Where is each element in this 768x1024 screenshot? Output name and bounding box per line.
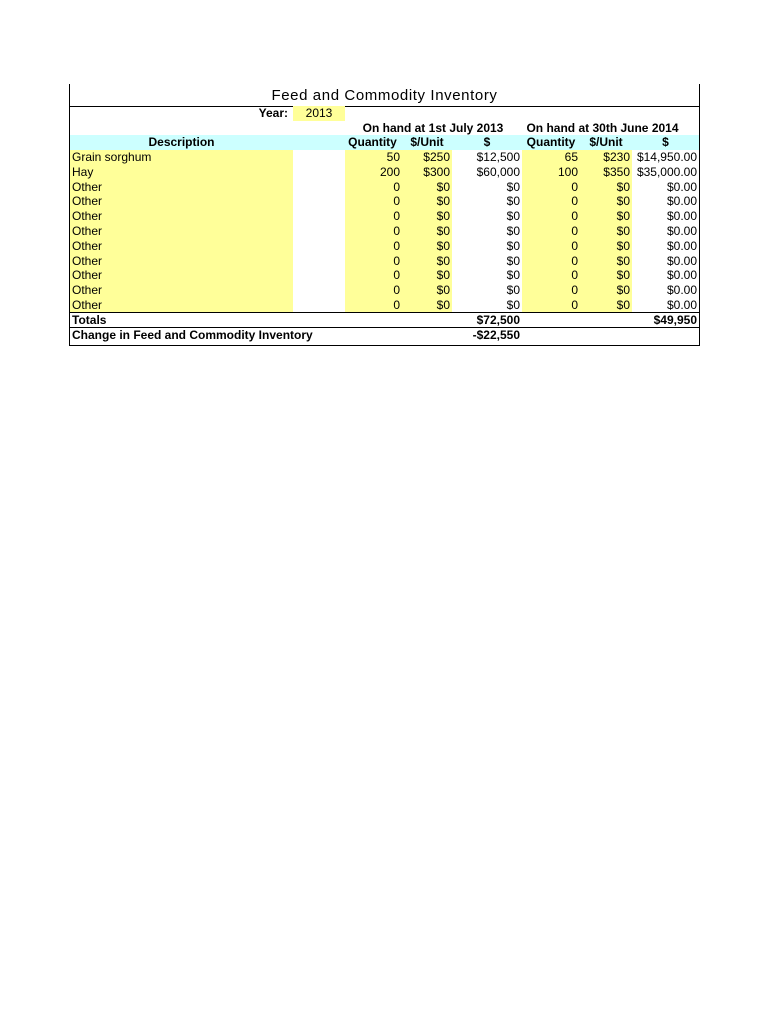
row-spacer xyxy=(293,283,345,298)
row-unit-start[interactable]: $300 xyxy=(402,165,452,180)
row-value-start: $0 xyxy=(506,179,520,194)
col-description: Description xyxy=(148,135,215,149)
row-unit-start[interactable]: $0 xyxy=(402,239,452,254)
row-description[interactable]: Other xyxy=(70,180,293,195)
row-value-start: $0 xyxy=(506,209,520,224)
row-value-end: $0.00 xyxy=(666,253,697,268)
totals-end-value: $49,950 xyxy=(653,313,697,327)
row-description[interactable]: Other xyxy=(70,254,293,269)
row-spacer xyxy=(293,268,345,283)
change-value: -$22,550 xyxy=(472,328,520,342)
row-quantity-end[interactable]: 0 xyxy=(522,224,580,239)
row-value-end: $0.00 xyxy=(666,209,697,224)
row-quantity-start[interactable]: 0 xyxy=(345,194,402,209)
row-quantity-start[interactable]: 0 xyxy=(345,180,402,195)
row-quantity-end[interactable]: 65 xyxy=(522,150,580,165)
row-quantity-end[interactable]: 0 xyxy=(522,194,580,209)
row-value-start: $0 xyxy=(506,268,520,283)
year-input[interactable]: 2013 xyxy=(293,106,345,121)
row-quantity-end[interactable]: 0 xyxy=(522,268,580,283)
row-quantity-start[interactable]: 0 xyxy=(345,283,402,298)
row-quantity-end[interactable]: 0 xyxy=(522,180,580,195)
row-quantity-start[interactable]: 50 xyxy=(345,150,402,165)
row-unit-end[interactable]: $230 xyxy=(580,150,632,165)
row-value-end: $0.00 xyxy=(666,179,697,194)
row-description[interactable]: Other xyxy=(70,194,293,209)
change-label: Change in Feed and Commodity Inventory xyxy=(72,328,313,342)
col-quantity-start: Quantity xyxy=(348,135,397,149)
row-value-start: $0 xyxy=(506,224,520,238)
row-value-start: $60,000 xyxy=(476,164,520,179)
row-quantity-end[interactable]: 0 xyxy=(522,239,580,254)
row-description[interactable]: Other xyxy=(70,209,293,224)
row-value-end: $35,000.00 xyxy=(636,164,697,179)
row-value-start: $12,500 xyxy=(476,150,520,164)
row-value-end: $0.00 xyxy=(666,298,697,312)
row-description[interactable]: Hay xyxy=(70,165,293,180)
row-unit-start[interactable]: $250 xyxy=(402,150,452,165)
row-value-end: $0.00 xyxy=(666,268,697,283)
row-quantity-end[interactable]: 0 xyxy=(522,254,580,269)
row-value-end: $0.00 xyxy=(666,283,697,298)
row-spacer xyxy=(293,180,345,195)
row-unit-start[interactable]: $0 xyxy=(402,268,452,283)
totals-start-value: $72,500 xyxy=(476,313,520,327)
row-unit-end[interactable]: $0 xyxy=(580,254,632,269)
row-value-start: $0 xyxy=(506,238,520,253)
row-spacer xyxy=(293,224,345,239)
inventory-sheet xyxy=(69,84,700,346)
row-unit-start[interactable]: $0 xyxy=(402,180,452,195)
row-quantity-end[interactable]: 0 xyxy=(522,283,580,298)
year-label: Year: xyxy=(258,106,288,120)
col-unit-end: $/Unit xyxy=(589,135,623,149)
row-unit-start[interactable]: $0 xyxy=(402,283,452,298)
row-quantity-start[interactable]: 0 xyxy=(345,209,402,224)
row-unit-start[interactable]: $0 xyxy=(402,194,452,209)
row-unit-end[interactable]: $0 xyxy=(580,209,632,224)
row-description[interactable]: Other xyxy=(70,298,293,313)
col-unit-start: $/Unit xyxy=(410,135,444,149)
row-quantity-start[interactable]: 0 xyxy=(345,239,402,254)
row-unit-start[interactable]: $0 xyxy=(402,254,452,269)
row-quantity-end[interactable]: 0 xyxy=(522,298,580,313)
sheet-title: Feed and Commodity Inventory xyxy=(70,84,699,107)
row-value-end: $14,950.00 xyxy=(636,150,697,164)
row-quantity-start[interactable]: 0 xyxy=(345,254,402,269)
row-unit-end[interactable]: $0 xyxy=(580,180,632,195)
row-value-end: $0.00 xyxy=(666,238,697,253)
col-value-end: $ xyxy=(662,135,669,149)
col-quantity-end: Quantity xyxy=(526,135,576,149)
row-value-start: $0 xyxy=(506,298,520,312)
row-unit-start[interactable]: $0 xyxy=(402,224,452,239)
row-value-end: $0.00 xyxy=(666,224,697,238)
row-description[interactable]: Other xyxy=(70,224,293,239)
row-spacer xyxy=(293,194,345,209)
row-unit-end[interactable]: $0 xyxy=(580,239,632,254)
row-quantity-start[interactable]: 0 xyxy=(345,268,402,283)
row-value-start: $0 xyxy=(506,283,520,298)
row-description[interactable]: Other xyxy=(70,283,293,298)
row-quantity-start[interactable]: 0 xyxy=(345,298,402,313)
row-value-start: $0 xyxy=(506,194,520,209)
row-spacer xyxy=(293,254,345,269)
row-spacer xyxy=(293,298,345,313)
row-quantity-start[interactable]: 0 xyxy=(345,224,402,239)
row-quantity-start[interactable]: 200 xyxy=(345,165,402,180)
row-value-start: $0 xyxy=(506,253,520,268)
row-description[interactable]: Other xyxy=(70,239,293,254)
row-unit-end[interactable]: $0 xyxy=(580,298,632,313)
totals-label: Totals xyxy=(72,313,107,327)
col-value-start: $ xyxy=(483,135,491,149)
row-description[interactable]: Grain sorghum xyxy=(70,150,293,165)
row-unit-end[interactable]: $0 xyxy=(580,224,632,239)
row-spacer xyxy=(293,209,345,224)
row-quantity-end[interactable]: 100 xyxy=(522,165,580,180)
group-header-start: On hand at 1st July 2013 xyxy=(362,121,504,135)
row-spacer xyxy=(293,150,345,165)
row-unit-start[interactable]: $0 xyxy=(402,209,452,224)
row-spacer xyxy=(293,165,345,180)
row-unit-end[interactable]: $0 xyxy=(580,268,632,283)
row-quantity-end[interactable]: 0 xyxy=(522,209,580,224)
group-header-end: On hand at 30th June 2014 xyxy=(526,121,679,135)
row-spacer xyxy=(293,239,345,254)
row-unit-end[interactable]: $0 xyxy=(580,194,632,209)
row-value-end: $0.00 xyxy=(666,194,697,209)
row-unit-start[interactable]: $0 xyxy=(402,298,452,313)
row-unit-end[interactable]: $0 xyxy=(580,283,632,298)
row-description[interactable]: Other xyxy=(70,268,293,283)
row-unit-end[interactable]: $350 xyxy=(580,165,632,180)
